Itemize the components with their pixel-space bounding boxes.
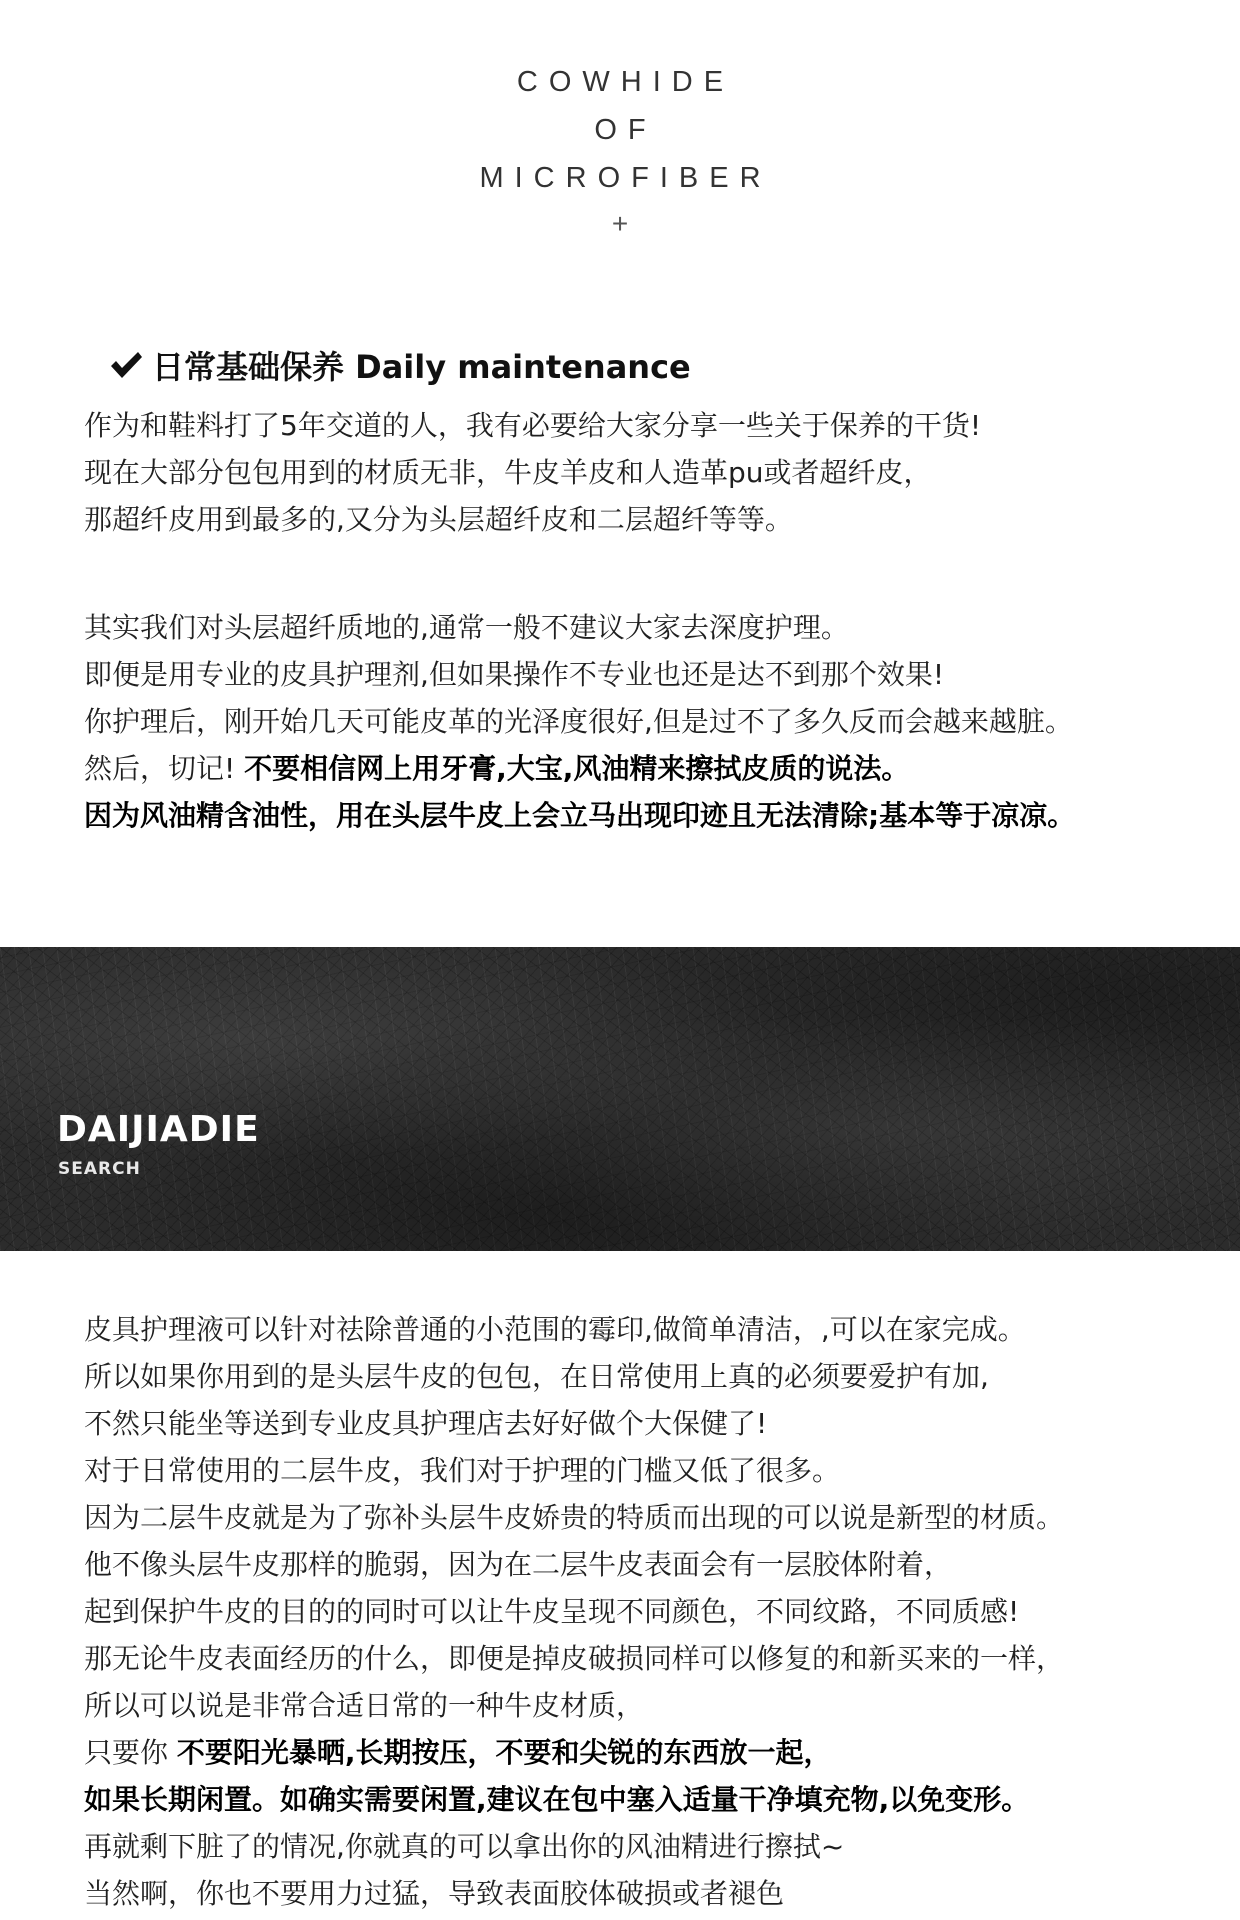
text-line: 那无论牛皮表面经历的什么，即便是掉皮破损同样可以修复的和新买来的一样， (84, 1642, 1065, 1675)
text-bold-warning: 不要相信网上用牙膏,大宝,风油精来擦拭皮质的说法。 (244, 752, 910, 785)
text-line: 现在大部分包包用到的材质无非，牛皮羊皮和人造革pu或者超纤皮， (84, 456, 932, 489)
text-normal: 只要你 (84, 1736, 177, 1769)
paragraph-advice (84, 604, 1204, 839)
text-line: 他不像头层牛皮那样的脆弱，因为在二层牛皮表面会有一层胶体附着， (84, 1548, 953, 1581)
check-icon (108, 347, 144, 383)
text-line: 不然只能坐等送到专业皮具护理店去好好做个大保健了! (84, 1407, 768, 1440)
text-line: 皮具护理液可以针对祛除普通的小范围的霉印,做简单清洁，,可以在家完成。 (84, 1313, 1026, 1346)
text-line: 作为和鞋料打了5年交道的人，我有必要给大家分享一些关于保养的干货! (84, 409, 982, 442)
text-line: 即便是用专业的皮具护理剂,但如果操作不专业也还是达不到那个效果! (84, 658, 945, 691)
banner-sub: SEARCH (58, 1159, 141, 1179)
header-line-microfiber: MICROFIBER (479, 162, 772, 194)
text-line: 再就剩下脏了的情况,你就真的可以拿出你的风油精进行擦拭~ (84, 1830, 845, 1863)
text-line: 其实我们对头层超纤质地的,通常一般不建议大家去深度护理。 (84, 611, 849, 644)
header-plus: + (611, 208, 629, 239)
paragraph-intro (84, 402, 1204, 543)
text-line: 起到保护牛皮的目的的同时可以让牛皮呈现不同颜色，不同纹路，不同质感! (84, 1595, 1020, 1628)
leather-banner (0, 947, 1240, 1251)
banner-brand: DAIJIADIE (57, 1109, 260, 1150)
section-title-text: 日常基础保养 Daily maintenance (152, 348, 691, 386)
text-line-care-tip (84, 1729, 1204, 1776)
text-line: 所以如果你用到的是头层牛皮的包包，在日常使用上真的必须要爱护有加, (84, 1360, 989, 1393)
header-line-of: OF (594, 114, 657, 146)
text-line-bold-warning: 因为风油精含油性，用在头层牛皮上会立马出现印迹且无法清除;基本等于凉凉。 (84, 799, 1076, 832)
text-line: 因为二层牛皮就是为了弥补头层牛皮娇贵的特质而出现的可以说是新型的材质。 (84, 1501, 1065, 1534)
text-line: 对于日常使用的二层牛皮，我们对于护理的门槛又低了很多。 (84, 1454, 841, 1487)
text-line: 所以可以说是非常合适日常的一种牛皮材质， (84, 1689, 645, 1722)
text-line-warning (84, 745, 1204, 792)
text-line: 那超纤皮用到最多的,又分为头层超纤皮和二层超纤等等。 (84, 503, 793, 536)
text-line: 你护理后，刚开始几天可能皮革的光泽度很好,但是过不了多久反而会越来越脏。 (84, 705, 1073, 738)
header (0, 58, 1240, 246)
text-normal: 然后，切记! (84, 752, 245, 785)
text-bold-tip: 不要阳光暴晒,长期按压，不要和尖锐的东西放一起， (176, 1736, 832, 1769)
text-line: 当然啊，你也不要用力过猛，导致表面胶体破损或者褪色 (84, 1877, 785, 1910)
section-title-daily-maintenance (108, 342, 691, 388)
text-line-bold-tip: 如果长期闲置。如确实需要闲置,建议在包中塞入适量干净填充物,以免变形。 (84, 1783, 1030, 1816)
paragraph-care-details (84, 1306, 1204, 1917)
header-line-cowhide: COWHIDE (516, 66, 735, 98)
